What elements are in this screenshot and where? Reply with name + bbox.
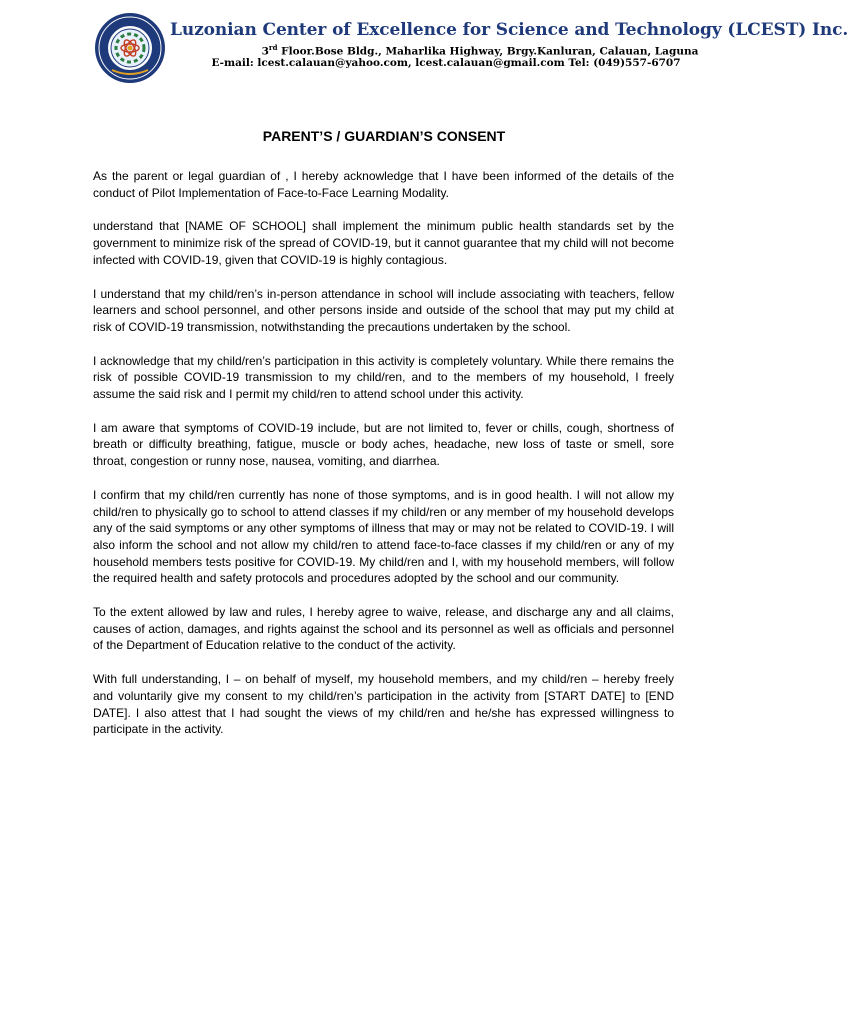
paragraph: I confirm that my child/ren currently has none of those symptoms, and is in good health. I will not allow my child/ren to physically go to school to attend classes if my child/ren or any member of my household develops any of the said symptoms or any other symptoms of illness that may or may not be related to COVID-19. I will also inform the school and not allow my child/ren to attend face-to-face classes if my child/ren or any of my household members tests positive for COVID-19. My child/ren and I, with my household members, will follow the required health and safety protocols and procedures adopted by the school and our community.: [93, 487, 674, 586]
organization-contact: E-mail: lcest.calauan@yahoo.com, lcest.calauan@gmail.com Tel: (049)557-6707: [211, 57, 681, 69]
consent-body: [93, 168, 674, 755]
paragraph: I am aware that symptoms of COVID-19 include, but are not limited to, fever or chills, cough, shortness of breath or difficulty breathing, fatigue, muscle or body aches, headache, new loss of taste or smell, sore throat, congestion or runny nose, nausea, vomiting, and diarrhea.: [93, 420, 674, 469]
paragraph: As the parent or legal guardian of , I hereby acknowledge that I have been informed of the details of the conduct of Pilot Implementation of Face-to-Face Learning Modality.: [93, 169, 674, 200]
paragraph: To the extent allowed by law and rules, I hereby agree to waive, release, and discharge any and all claims, causes of action, damages, and rights against the school and its personnel as well as officials and personnel of the Department of Education relative to the conduct of the activity.: [93, 605, 674, 653]
school-seal-icon: [94, 12, 166, 84]
paragraph: I understand that my child/ren’s in-person attendance in school will include associating with teachers, fellow learners and school personnel, and other persons inside and outside of the school that may put my child at risk of COVID-19 transmission, notwithstanding the precautions undertaken by the school.: [93, 286, 674, 334]
paragraph: understand that [NAME OF SCHOOL] shall implement the minimum public health standards set by the government to minimize risk of the spread of COVID-19, but it cannot guarantee that my child will not become infected with COVID-19, given that COVID-19 is highly contagious.: [93, 219, 674, 267]
organization-address: 3rd Floor.Bose Bldg., Maharlika Highway, Brgy.Kanluran, Calauan, Laguna: [261, 43, 699, 58]
paragraph: I acknowledge that my child/ren’s participation in this activity is completely voluntary. While there remains the risk of possible COVID-19 transmission to my child/ren, and to the members of my household, I freely assume the said risk and I permit my child/ren to attend school under this activity.: [93, 353, 674, 402]
organization-name: Luzonian Center of Excellence for Science and Technology (LCEST) Inc.: [170, 20, 848, 40]
paragraph: With full understanding, I – on behalf of myself, my household members, and my child/ren – hereby freely and voluntarily give my consent to my child/ren’s participation in the activity from [START DATE] to [END DATE]. I also attest that I had sought the views of my child/ren and he/she has expressed willingness to participate in the activity.: [93, 672, 674, 737]
document-title: PARENT’S / GUARDIAN’S CONSENT: [262, 128, 506, 144]
letterhead: [0, 0, 848, 90]
